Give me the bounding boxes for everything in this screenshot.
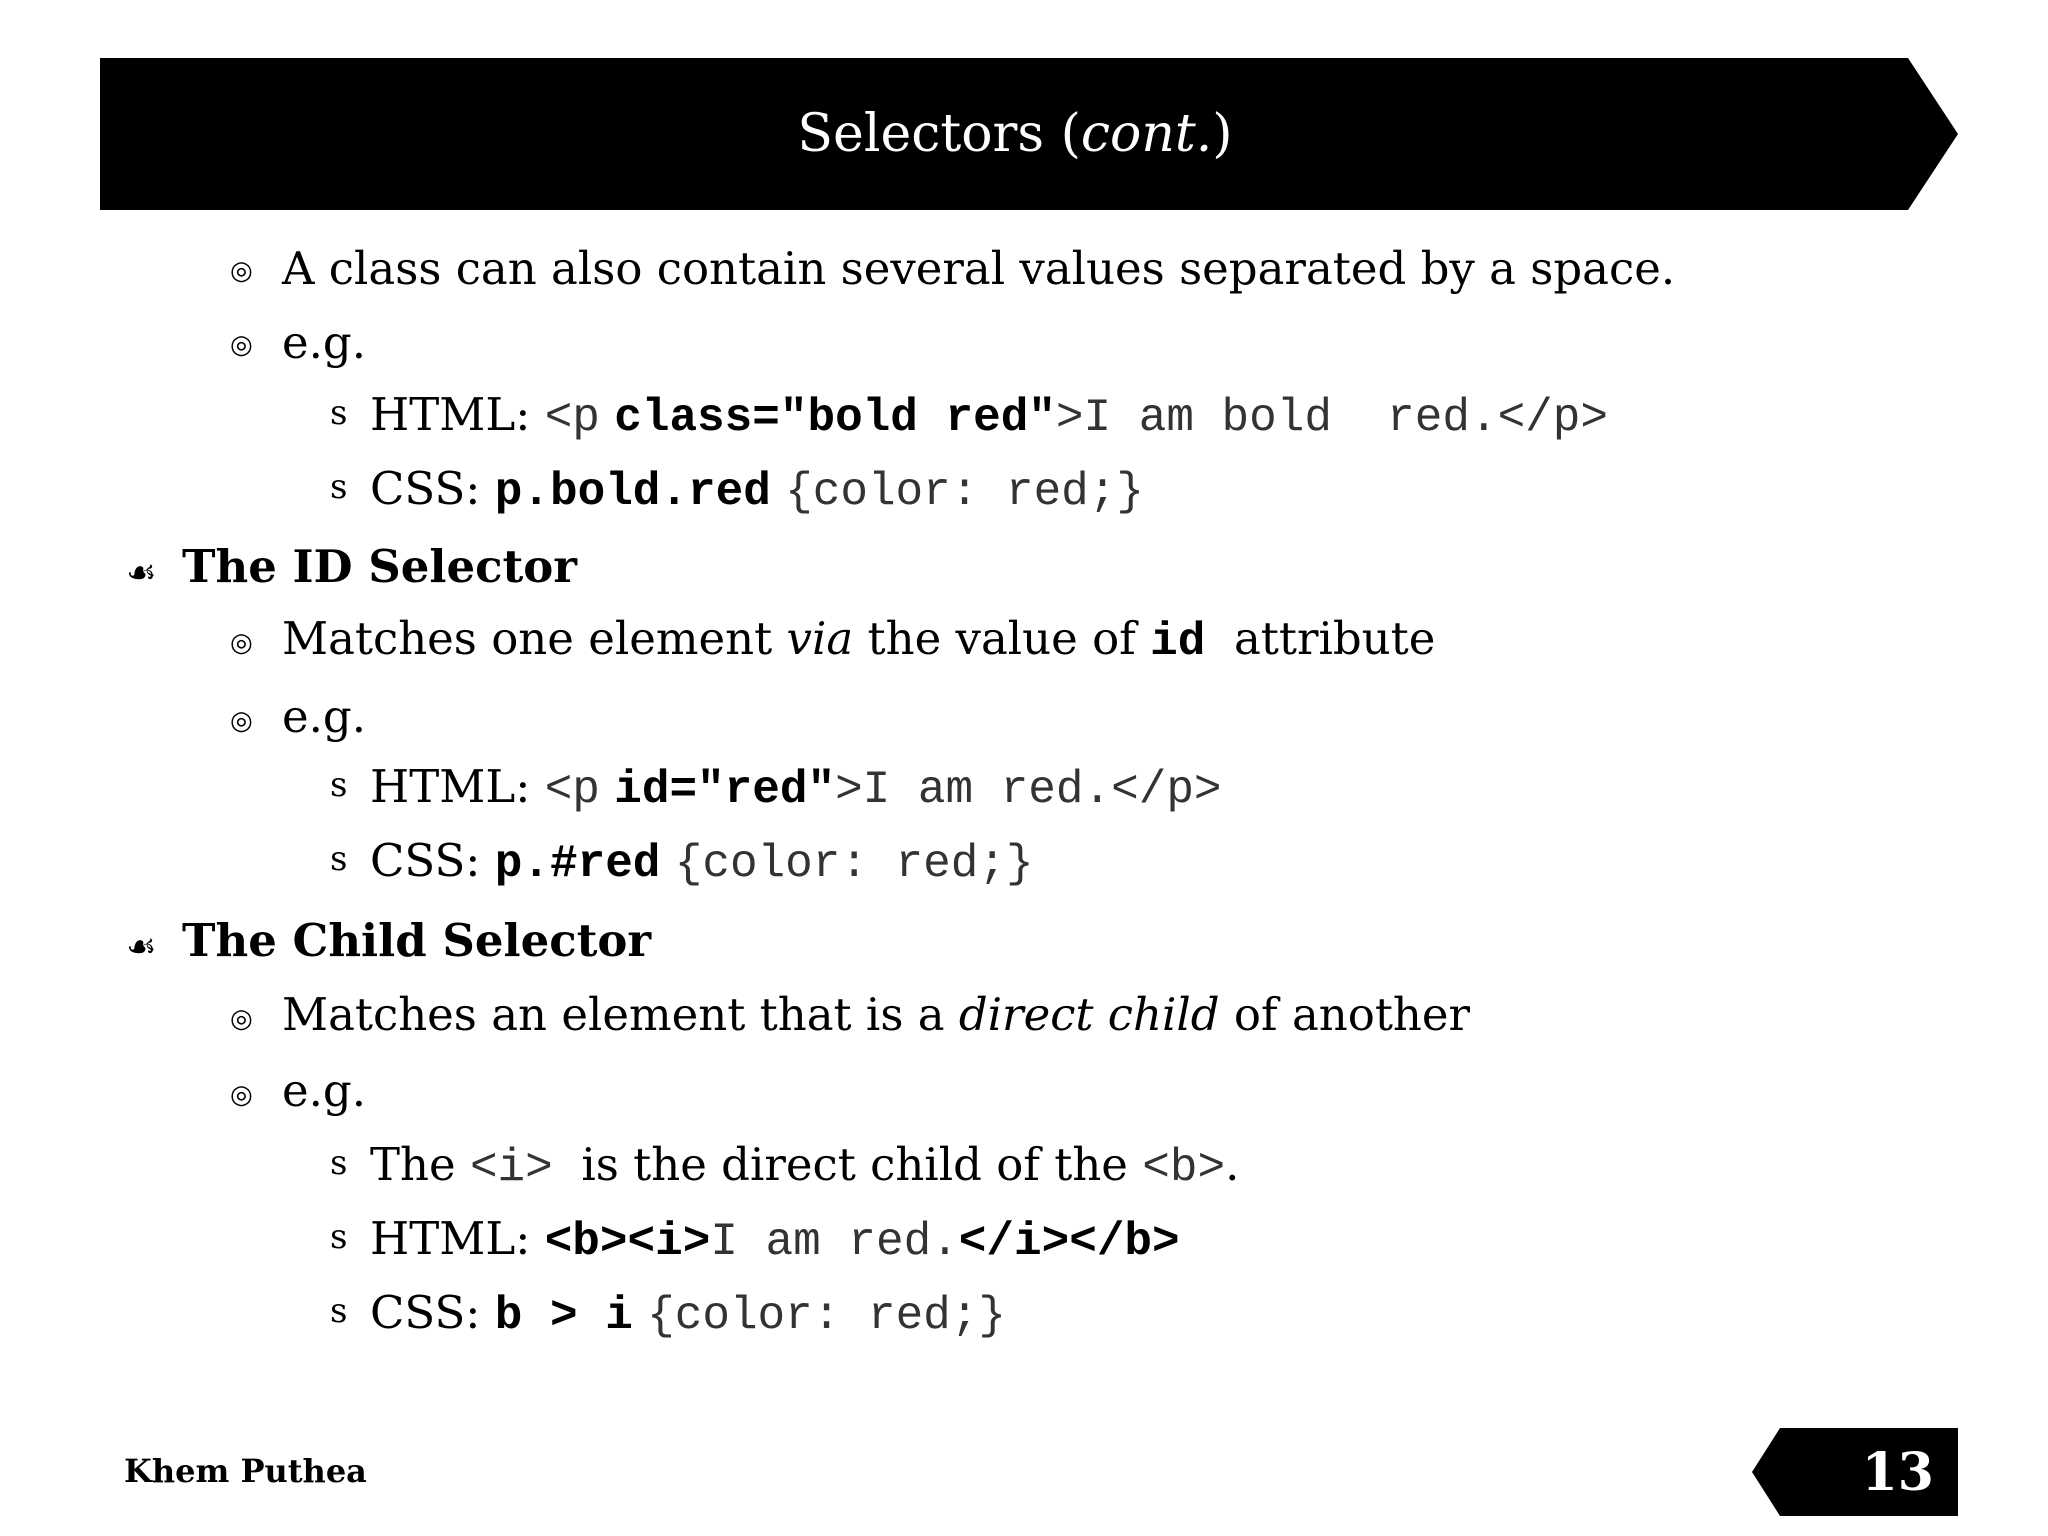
id-css-example: CSS: p.#red {color: red;}	[370, 834, 1034, 890]
id-example-label: e.g.	[282, 690, 367, 743]
bullet-circle-icon: ◎	[230, 256, 253, 286]
footer-author: Khem Puthea	[124, 1452, 367, 1490]
child-html-example: HTML: <b><i>I am red.</i></b>	[370, 1212, 1180, 1268]
class-css-example: CSS: p.bold.red {color: red;}	[370, 462, 1144, 518]
bullet-s-icon: s	[330, 1217, 348, 1257]
bullet-circle-icon: ◎	[230, 330, 253, 360]
slide-title: Selectors ( cont. )	[797, 104, 1233, 164]
class-example-label: e.g.	[282, 316, 367, 369]
bullet-s-icon: s	[330, 393, 348, 433]
child-note: The <i> is the direct child of the <b>.	[370, 1138, 1240, 1194]
bullet-s-icon: s	[330, 1291, 348, 1331]
class-multi-value-text: A class can also contain several values separated by a space.	[282, 242, 1676, 295]
bullet-curl-icon: ☙	[126, 553, 157, 593]
bullet-s-icon: s	[330, 1143, 348, 1183]
child-example-label: e.g.	[282, 1064, 367, 1117]
bullet-curl-icon: ☙	[126, 927, 157, 967]
child-selector-heading: The Child Selector	[182, 914, 652, 967]
id-html-example: HTML: <p id="red">I am red.</p>	[370, 760, 1222, 816]
bullet-circle-icon: ◎	[230, 628, 253, 658]
class-html-example: HTML: <p class="bold red">I am bold red.</p>	[370, 388, 1608, 444]
bullet-s-icon: s	[330, 467, 348, 507]
id-selector-description: Matches one element via the value of id attribute	[282, 612, 1436, 668]
child-selector-description: Matches an element that is a direct child of another	[282, 988, 1471, 1041]
bullet-s-icon: s	[330, 839, 348, 879]
id-selector-heading: The ID Selector	[182, 540, 578, 593]
bullet-circle-icon: ◎	[230, 1004, 253, 1034]
bullet-circle-icon: ◎	[230, 706, 253, 736]
page-number: 13	[1861, 1441, 1934, 1503]
child-css-example: CSS: b > i {color: red;}	[370, 1286, 1006, 1342]
bullet-circle-icon: ◎	[230, 1080, 253, 1110]
bullet-s-icon: s	[330, 765, 348, 805]
